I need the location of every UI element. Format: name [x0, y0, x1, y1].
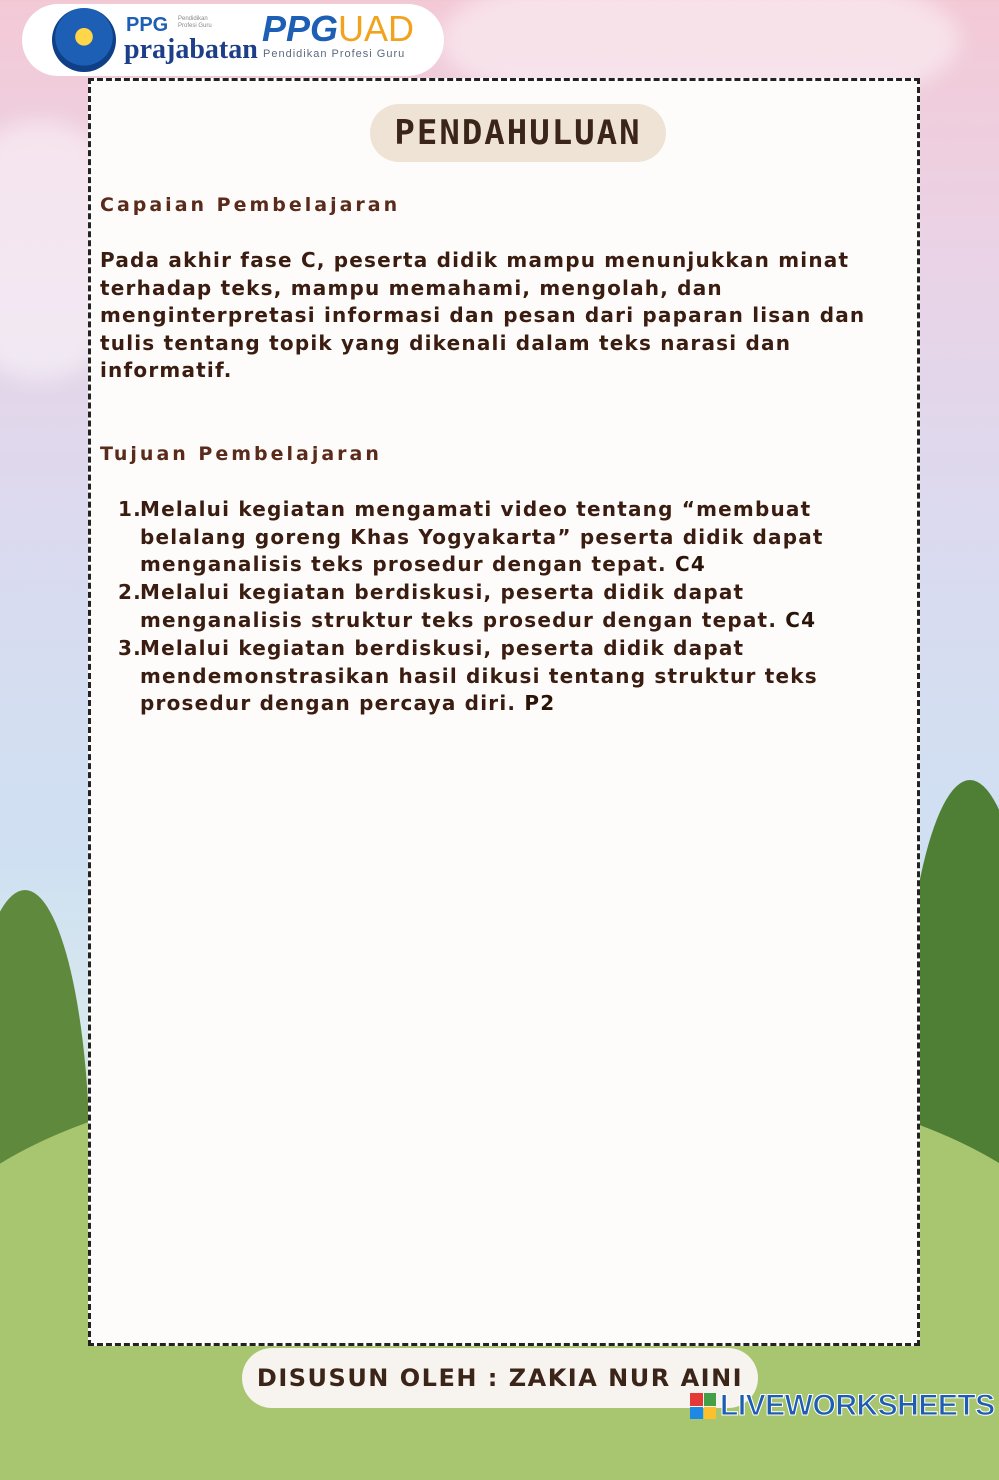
author-badge: [242, 1348, 758, 1408]
goal-text: Melalui kegiatan mengamati video tentang “membuat belalang goreng Khas Yogyakarta” peserta didik dapat menganalisis teks prosedur dengan tepat.: [140, 497, 824, 577]
goal-item: [118, 635, 858, 718]
liveworksheets-logo-icon: [690, 1393, 716, 1419]
liveworksheets-text: LIVEWORKSHEETS: [720, 1389, 995, 1422]
goal-number: 2.: [118, 580, 142, 604]
tut-wuri-handayani-emblem-icon: [52, 8, 116, 72]
capaian-heading: Capaian Pembelajaran: [100, 194, 401, 216]
liveworksheets-watermark[interactable]: [690, 1386, 995, 1426]
prajabatan-logo-text: prajabatan: [124, 34, 258, 65]
goal-code: C4: [785, 607, 817, 632]
goal-text: Melalui kegiatan berdiskusi, peserta didik dapat mendemonstrasikan hasil dikusi tentang struktur teks prosedur dengan percaya diri.: [140, 636, 818, 716]
page-title: PENDAHULUAN: [394, 113, 642, 153]
goal-code: C4: [675, 552, 706, 577]
goal-number: 3.: [118, 636, 142, 660]
goal-item: [118, 496, 858, 579]
ppg-uad-ppg: PPG: [262, 8, 339, 49]
ppg-uad-logo: [262, 8, 414, 50]
goal-text: Melalui kegiatan berdiskusi, peserta didik dapat menganalisis struktur teks prosedur dengan tepat.: [140, 580, 778, 632]
tujuan-heading: Tujuan Pembelajaran: [100, 443, 382, 465]
capaian-text: Pada akhir fase C, peserta didik mampu menunjukkan minat terhadap teks, mampu memahami, mengolah, dan menginterpretasi informasi dan pesan dari paparan lisan dan tulis tentang topik yang dikenali dalam teks narasi dan informatif.: [100, 248, 866, 383]
ppg-logo-subtext: Pendidikan Profesi Guru: [178, 16, 212, 29]
ppg-uad-uad: UAD: [338, 8, 415, 49]
author-label: DISUSUN OLEH : ZAKIA NUR AINI: [256, 1364, 744, 1392]
goal-code: P2: [524, 691, 556, 716]
goal-number: 1.: [118, 497, 142, 521]
ppg-logo-text: PPG: [126, 14, 169, 36]
title-badge: [370, 104, 666, 162]
goal-item: [118, 579, 858, 634]
ppg-uad-subtitle: Pendidikan Profesi Guru: [263, 48, 406, 60]
